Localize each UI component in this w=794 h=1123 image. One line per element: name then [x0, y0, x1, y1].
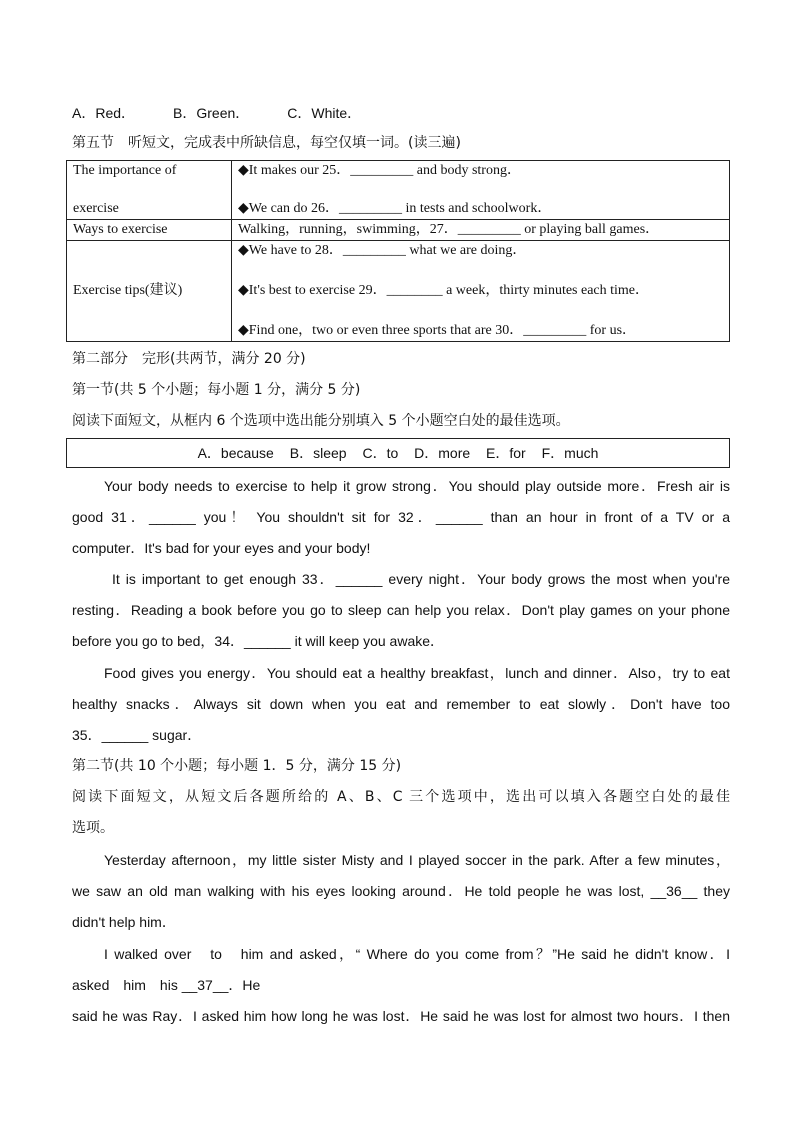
- section2-header: 第二节(共 10 个小题；每小题 1．5 分，满分 15 分): [72, 758, 402, 774]
- section5-header: 第五节 听短文，完成表中所缺信息，每空仅填一词。(读三遍): [72, 135, 461, 151]
- listening-table: [66, 160, 730, 342]
- word-e: E．for: [486, 445, 526, 461]
- word-a: A．because: [197, 445, 274, 461]
- row3-label: Exercise tips(建议): [67, 241, 232, 342]
- section1-header: 第一节(共 5 个小题；每小题 1 分，满分 5 分): [72, 382, 361, 398]
- row2-content: Walking，running，swimming，27．_________ or playing ball games．: [232, 220, 730, 241]
- word-option-box: [66, 438, 730, 468]
- option-b: B．Green．: [173, 105, 250, 121]
- word-d: D．more: [414, 445, 471, 461]
- option-a: A．Red．: [72, 105, 136, 121]
- row1-label: The importance of exercise: [67, 161, 232, 220]
- row3-content: ◆We have to 28．_________ what we are doing． ◆It's best to exercise 29．________ a week，thirty minutes each time． ◆Find one，two or even three sports that are 30．_________ for us．: [232, 241, 730, 342]
- section2-instruction: 阅读下面短文，从短文后各题所给的 A、B、C 三个选项中，选出可以填入各题空白处的最佳: [72, 789, 730, 805]
- row1-content: ◆It makes our 25．_________ and body strong． ◆We can do 26．_________ in tests and schoolwork．: [232, 161, 730, 220]
- q24-options: [72, 104, 399, 122]
- option-c: C．White．: [287, 105, 362, 121]
- row2-label: Ways to exercise: [67, 220, 232, 241]
- word-c: C．to: [362, 445, 399, 461]
- word-f: F．much: [541, 445, 599, 461]
- word-b: B．sleep: [289, 445, 347, 461]
- part2-header: 第二部分 完形(共两节，满分 20 分): [72, 351, 306, 367]
- section1-instruction: 阅读下面短文，从框内 6 个选项中选出能分别填入 5 个小题空白处的最佳选项。: [72, 413, 570, 429]
